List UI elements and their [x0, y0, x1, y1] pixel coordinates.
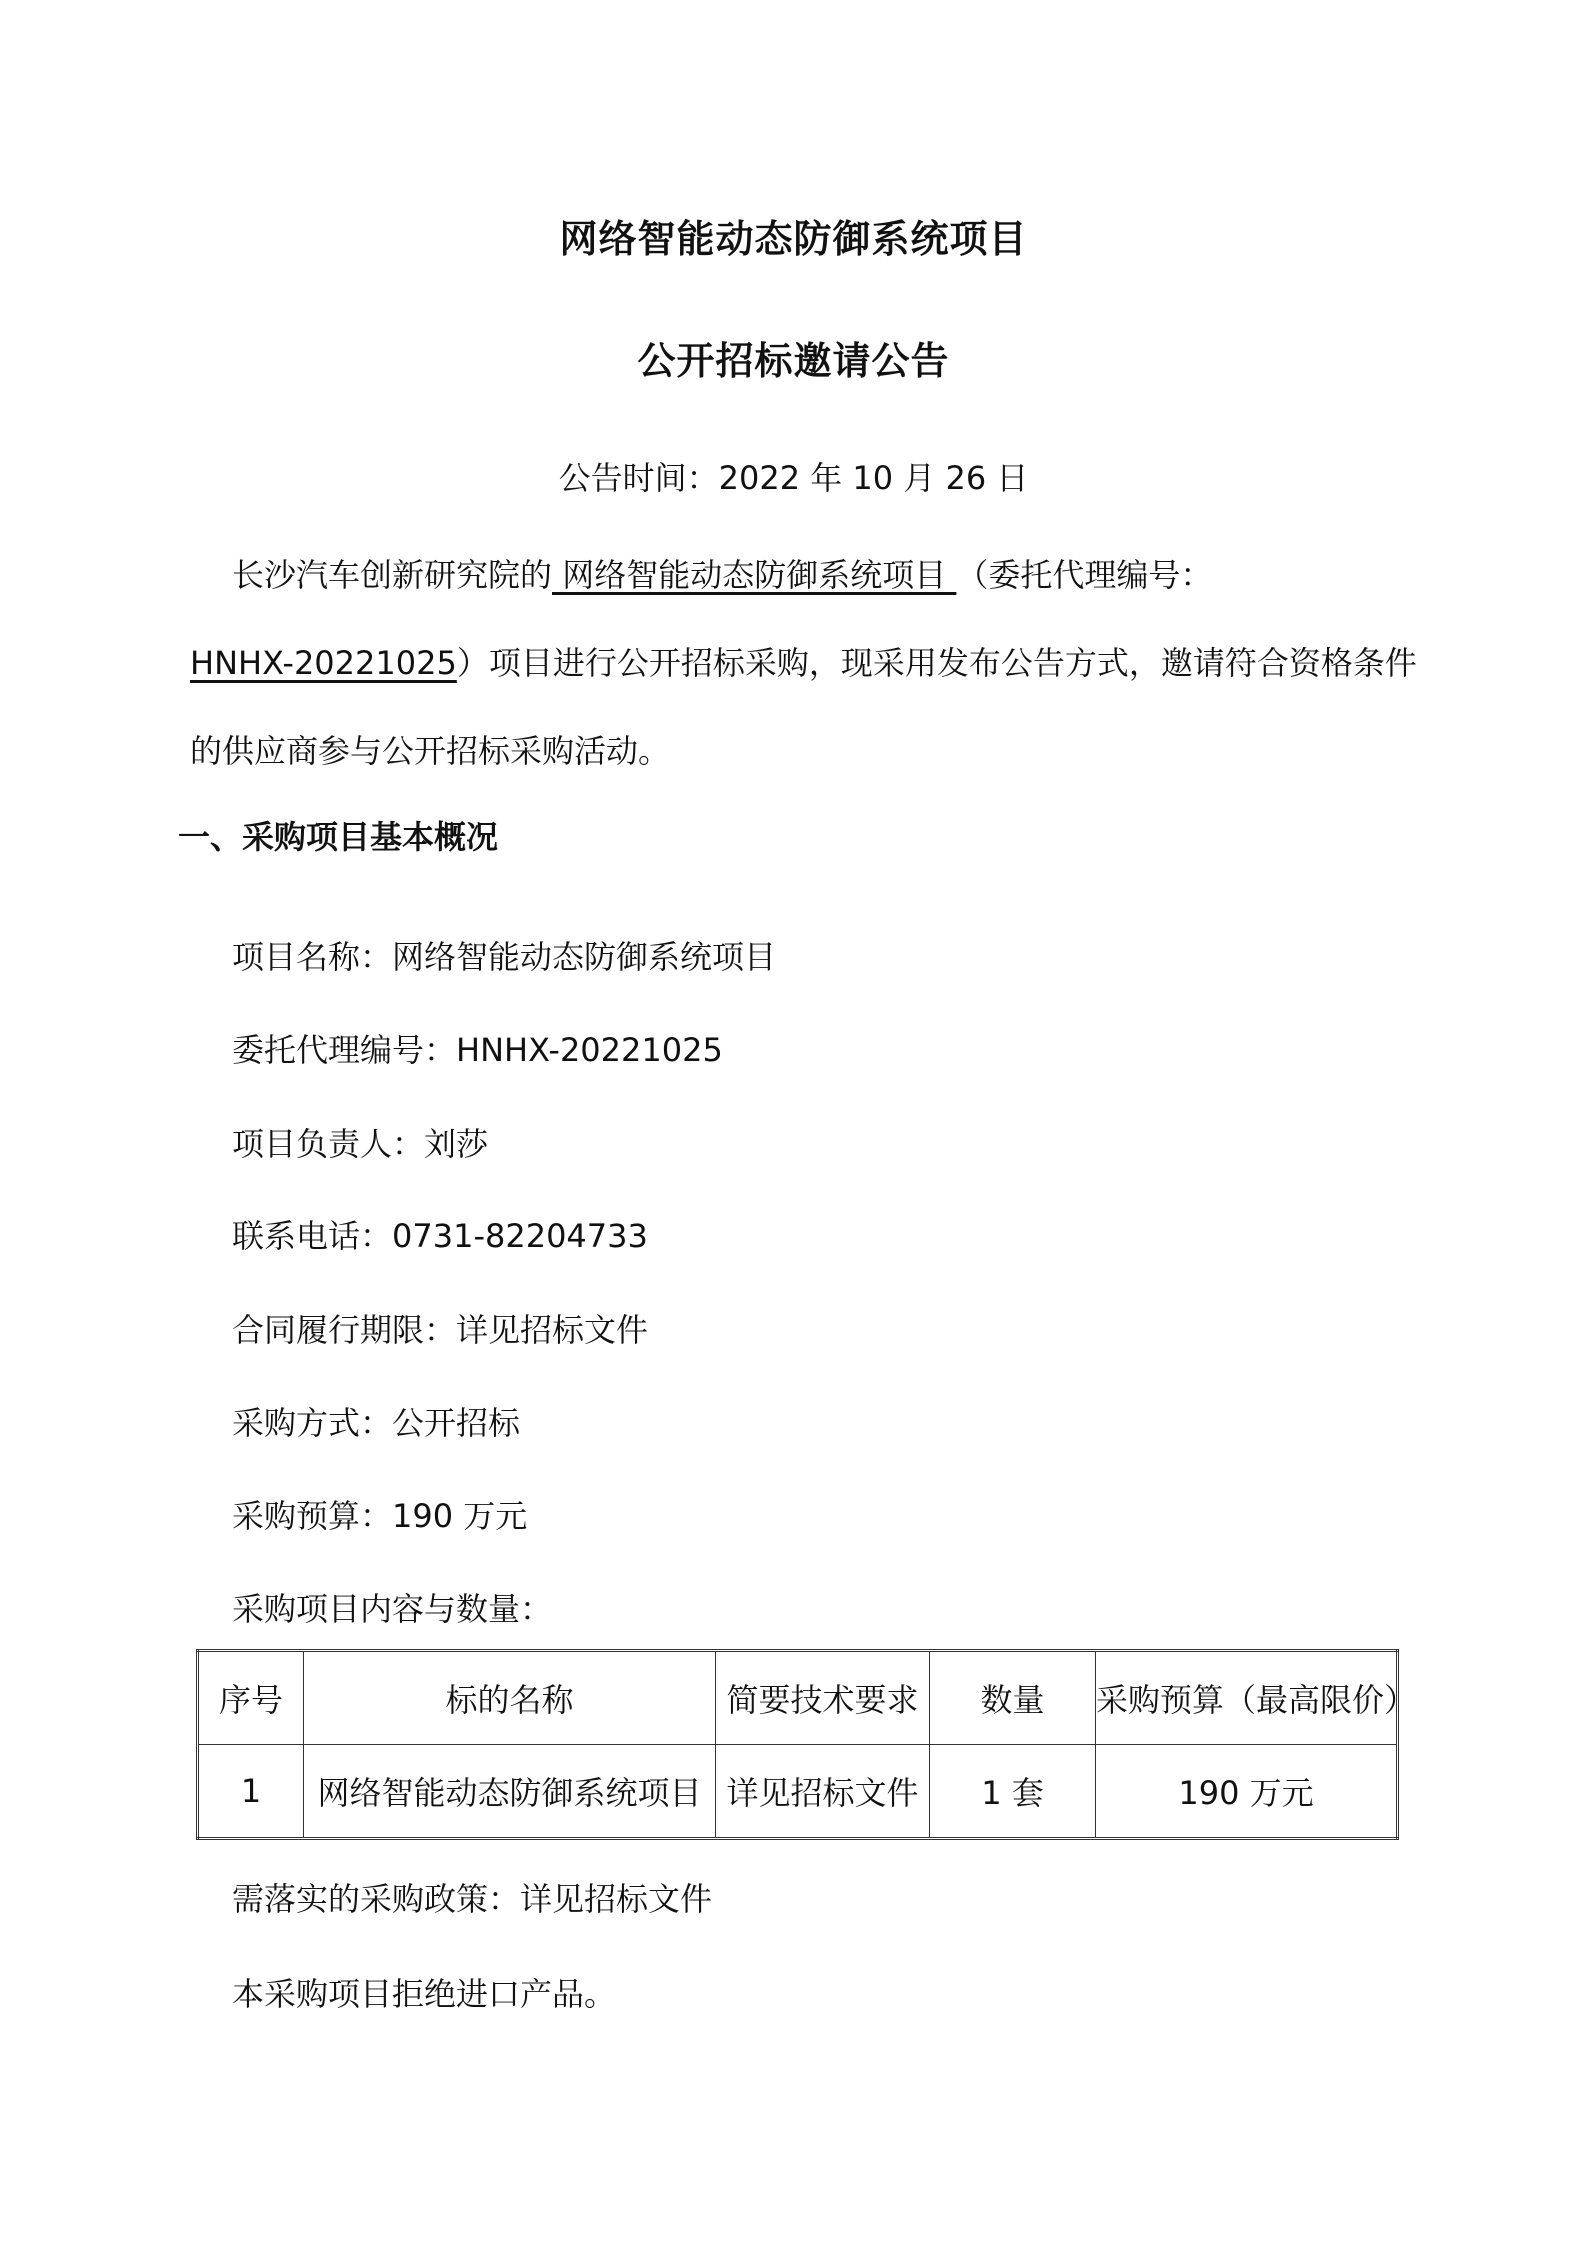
intro-text: 长沙汽车创新研究院的 [232, 556, 553, 594]
table-cell: 网络智能动态防御系统项目 [304, 1745, 716, 1839]
table-header-cell: 采购预算（最高限价） [1096, 1651, 1398, 1745]
procurement-items-table [196, 1649, 1417, 1840]
table-cell: 1 [198, 1745, 304, 1839]
intro-text: ）项目进行公开招标采购，现采用发布公告方式，邀请符合资格条件 [456, 644, 1417, 682]
table-header-row [198, 1651, 1398, 1745]
intro-line-1 [232, 550, 1462, 596]
content-label: 采购项目内容与数量： [232, 1590, 553, 1628]
agency-code-link[interactable]: HNHX-20221025 [190, 644, 457, 682]
table-row [198, 1745, 1398, 1839]
document-subtitle: 公开招标邀请公告 [637, 339, 950, 383]
project-name: 项目名称：网络智能动态防御系统项目 [232, 938, 777, 976]
contact-phone: 联系电话：0731-82204733 [232, 1217, 648, 1255]
project-name-link[interactable]: 网络智能动态防御系统项目 [552, 556, 957, 594]
agency-code: 委托代理编号：HNHX-20221025 [232, 1031, 723, 1069]
table-header-cell: 标的名称 [304, 1651, 716, 1745]
procurement-budget: 采购预算：190 万元 [232, 1497, 528, 1535]
table-cell: 1 套 [930, 1745, 1096, 1839]
announcement-date: 公告时间：2022 年 10 月 26 日 [558, 459, 1029, 497]
table-header-cell: 序号 [198, 1651, 304, 1745]
contract-period: 合同履行期限：详见招标文件 [232, 1311, 649, 1349]
import-note: 本采购项目拒绝进口产品。 [232, 1975, 617, 2013]
table-header-cell: 数量 [930, 1651, 1096, 1745]
table-header-cell: 简要技术要求 [716, 1651, 930, 1745]
intro-text: （委托代理编号： [956, 556, 1213, 594]
intro-line-2 [190, 638, 1420, 684]
table-cell: 190 万元 [1096, 1745, 1398, 1839]
procurement-method: 采购方式：公开招标 [232, 1404, 521, 1442]
section-heading: 一、采购项目基本概况 [178, 818, 499, 856]
document-title: 网络智能动态防御系统项目 [559, 217, 1028, 261]
project-manager: 项目负责人：刘莎 [232, 1125, 489, 1163]
table-cell: 详见招标文件 [716, 1745, 930, 1839]
procurement-policy: 需落实的采购政策：详见招标文件 [232, 1880, 713, 1918]
intro-line-3: 的供应商参与公开招标采购活动。 [190, 732, 671, 770]
